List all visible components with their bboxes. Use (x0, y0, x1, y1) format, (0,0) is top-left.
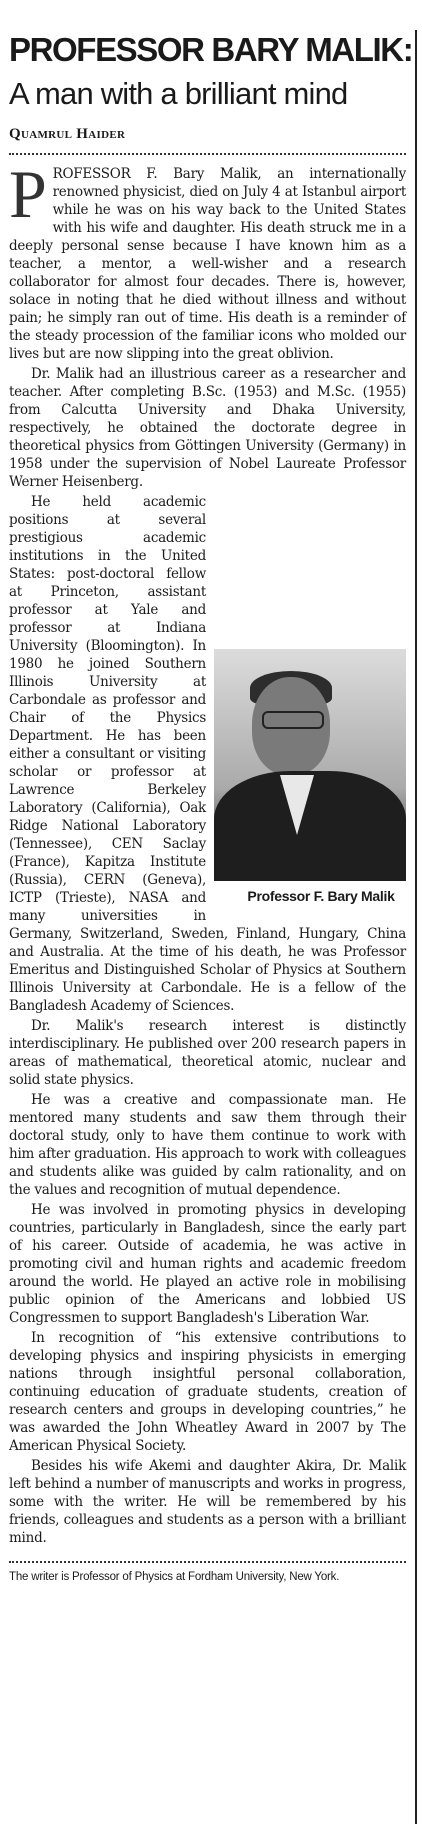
article-body (9, 156, 406, 1547)
paragraph-4: Dr. Malik's research interest is distinctly interdisciplinary. He published over 200 research papers in areas of mathematical, theoretical atomic, nuclear and solid state physics. (9, 1018, 406, 1088)
author-note: The writer is Professor of Physics at Fordham University, New York. (9, 1571, 340, 1583)
paragraph-text: He held academic positions at several prestigious academic institutions in the United States: post-doctoral fellow at Princeton, assistant professor at Yale and professor at Indiana University (Bloomington). In 1980 he joined Southern Illinois University at Carbondale as professor and Chair of the Physics Department. He has been either a consultant or visiting scholar or professor at Lawrence Berkeley Laboratory (California), Oak Ridge National Laboratory (Tennessee), CEN Saclay (France), Kapitza Institute (Russia), CERN (Geneva), ICTP (Trieste), NASA and many universities in Germany, Switzerland, Sweden, Finland, Hungary, China and Australia. At the time of his death, he was Professor Emeritus and Distinguished Scholar of Physics at Southern Illinois University at Carbondale. He is a fellow of the Bangladesh Academy of Sciences. (9, 494, 406, 1014)
paragraph-text: ROFESSOR F. Bary Malik, an internationally renowned physicist, died on July 4 at Istanbul airport while he was on his way back to the United States with his wife and daughter. His death struck me in a deeply personal sense because I have known him as a teacher, a mentor, a well-wisher and a research collaborator for almost four decades. There is, however, solace in noting that he died without illness and without pain; he simply ran out of time. His death is a reminder of the steady procession of the familiar icons who molded our lives but are now slipping into the great oblivion. (9, 166, 406, 362)
article-page (0, 30, 422, 1824)
byline: Quamrul Haider (9, 126, 126, 142)
photo-glasses-shape (262, 711, 324, 729)
photo-caption: Professor F. Bary Malik (247, 888, 395, 904)
paragraph-7: In recognition of “his extensive contributions to developing physics and inspiring physicists in emerging nations through insightful personal collaboration, continuing education of graduate students, creation of research centers and groups in developing countries,” he was awarded the John Wheatley Award in 2007 by The American Physical Society. (9, 1330, 406, 1454)
headline-line-1: PROFESSOR BARY MALIK: (9, 31, 413, 68)
column-rule (415, 30, 417, 1824)
paragraph-2: Dr. Malik had an illustrious career as a researcher and teacher. After completing B.Sc. (1953) and M.Sc. (1955) from Calcutta University and Dhaka University, respectively, he obtained the doctorate degree in theoretical physics from Göttingen University (Germany) in 1958 under the supervision of Nobel Laureate Professor Werner Heisenberg. (9, 366, 406, 490)
footer-dotted-divider (9, 1561, 406, 1563)
paragraph-3 (9, 493, 406, 1015)
photo-figure (214, 649, 406, 905)
paragraph-6: He was involved in promoting physics in developing countries, particularly in Bangladesh, since the early part of his career. Outside of academia, he was active in promoting civil and human rights and academic freedom around the world. He played an active role in mobilising public opinion of the Americans and lobbied US Congressmen to support Bangladesh's Liberation War. (9, 1202, 406, 1326)
dotted-divider (9, 153, 406, 155)
paragraph-5: He was a creative and compassionate man. He mentored many students and saw them through their doctoral study, only to have them continue to work with him after graduation. His approach to work with colleagues and students alike was guided by calm rationality, and on the values and recognition of mutual dependence. (9, 1092, 406, 1198)
portrait-photo (214, 649, 406, 881)
headline-line-2: A man with a brilliant mind (9, 76, 348, 111)
paragraph-1 (9, 156, 406, 363)
drop-cap: P (9, 156, 47, 232)
paragraph-8: Besides his wife Akemi and daughter Akira, Dr. Malik left behind a number of manuscripts and works in progress, some with the writer. He will be remembered by his friends, colleagues and students as a person with a brilliant mind. (9, 1458, 406, 1546)
